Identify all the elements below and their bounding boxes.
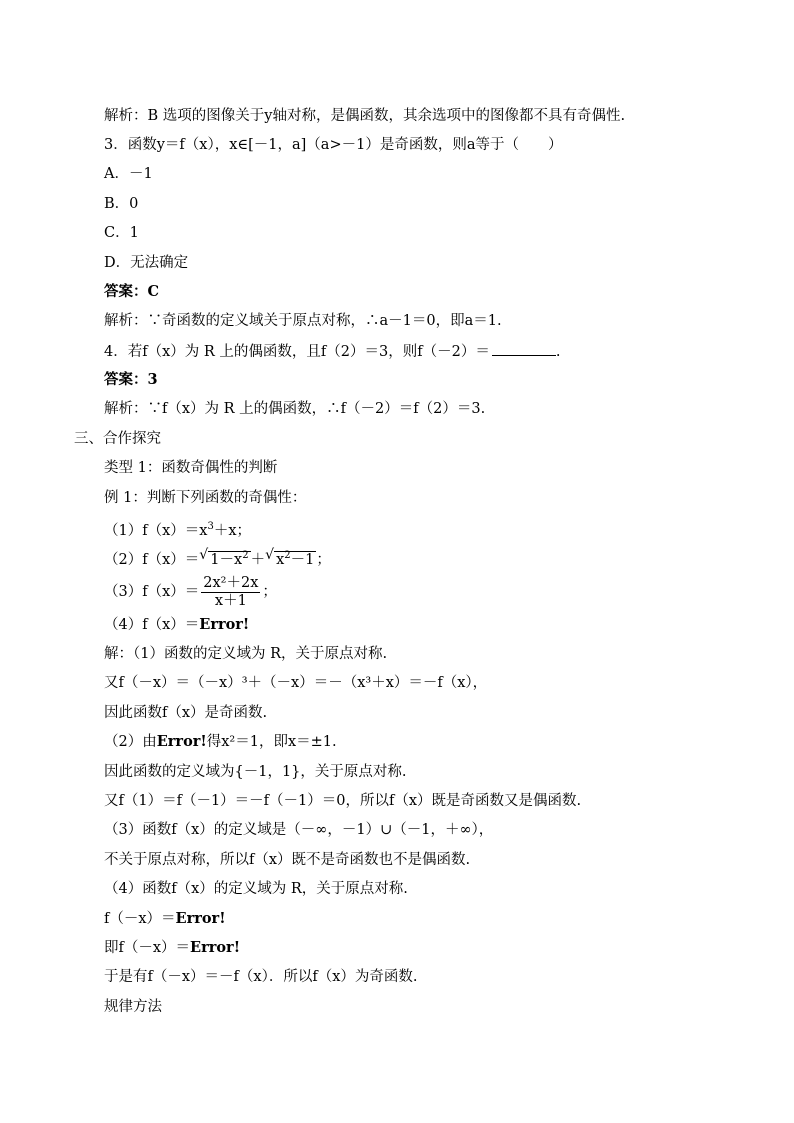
problem-2 [104,546,331,566]
problem-2-tail: ； [316,552,331,568]
section-heading: 三、合作探究 [74,431,161,447]
answer-blank [492,341,556,356]
solution-8: 不关于原点对称，所以f（x）既不是奇函数也不是偶函数. [104,852,471,868]
option-c: C．1 [104,225,139,241]
question-4 [104,341,560,361]
solution-4 [104,732,337,752]
example-1: 例 1：判断下列函数的奇偶性： [104,490,307,506]
sqrt-1-a: 1－x [210,552,243,568]
error-text: Error! [199,616,250,633]
solution-6: 又f（1）＝f（－1）＝－f（－1）＝0，所以f（x）既是奇函数又是偶函数. [104,793,582,809]
solution-5: 因此函数的定义域为{－1，1}，关于原点对称. [104,764,407,780]
sqrt-1-exp: 2 [242,550,249,561]
error-text: Error! [156,733,207,750]
problem-1-lead: （1）f（x）＝x [104,523,208,539]
solution-10 [104,909,226,929]
problem-1-tail: ＋x； [213,523,252,539]
fraction-denominator: x＋1 [214,592,247,609]
question-4-text: 4．若f（x）为 R 上的偶函数，且f（2）＝3，则f（－2）＝ [104,344,490,360]
error-text: Error! [175,910,226,927]
problem-4-lead: （4）f（x）＝ [104,617,200,633]
type-heading: 类型 1：函数奇偶性的判断 [104,460,278,476]
analysis-q3: 解析：∵奇函数的定义域关于原点对称，∴a－1＝0，即a＝1. [104,313,502,329]
question-4-end: . [555,344,561,360]
answer-4: 答案：3 [104,371,158,388]
sqrt-2-a: x [276,552,285,568]
option-a: A．－1 [104,166,153,182]
solution-9: （4）函数f（x）的定义域为 R，关于原点对称. [104,881,408,897]
sqrt-2-exp: 2 [284,550,291,561]
solution-12: 于是有f（－x）＝－f（x）．所以f（x）为奇函数. [104,969,418,985]
problem-2-lead: （2）f（x）＝ [104,552,200,568]
problem-1 [104,517,251,537]
answer-3: 答案：C [104,283,160,300]
option-d: D．无法确定 [104,255,189,271]
problem-3 [104,574,277,610]
sqrt-2 [265,546,316,570]
analysis-q4: 解析：∵f（x）为 R 上的偶函数，∴f（－2）＝f（2）＝3. [104,401,486,417]
solution-11-lead: 即f（－x）＝ [104,940,191,956]
method-heading: 规律方法 [104,999,162,1015]
sqrt-2-b: －1 [290,552,315,568]
solution-1: 解：（1）函数的定义域为 R，关于原点对称. [104,646,388,662]
question-3: 3．函数y＝f（x），x∈[－1，a]（a>－1）是奇函数，则a等于（ ） [104,137,563,153]
problem-3-tail: ； [262,584,277,600]
plus-sign: ＋ [250,552,266,568]
problem-1-exp: 3 [207,521,214,532]
sqrt-1 [199,546,250,570]
solution-10-lead: f（－x）＝ [104,911,176,927]
analysis-q2: 解析：B 选项的图像关于y轴对称，是偶函数，其余选项中的图像都不具有奇偶性. [104,108,626,124]
option-b: B．0 [104,196,139,212]
solution-4-tail: 得x²＝1，即x＝±1. [206,734,337,750]
problem-4 [104,615,249,635]
solution-4-lead: （2）由 [104,734,157,750]
solution-3: 因此函数f（x）是奇函数. [104,705,268,721]
solution-2: 又f（－x）＝（－x）³＋（－x）＝－（x³＋x）＝－f（x）， [104,675,488,691]
solution-7: （3）函数f（x）的定义域是（－∞，－1）∪（－1，＋∞）， [104,822,494,838]
fraction [201,575,260,610]
solution-11 [104,938,240,958]
error-text: Error! [190,939,241,956]
problem-3-lead: （3）f（x）＝ [104,584,200,600]
fraction-numerator: 2x²＋2x [203,574,259,591]
